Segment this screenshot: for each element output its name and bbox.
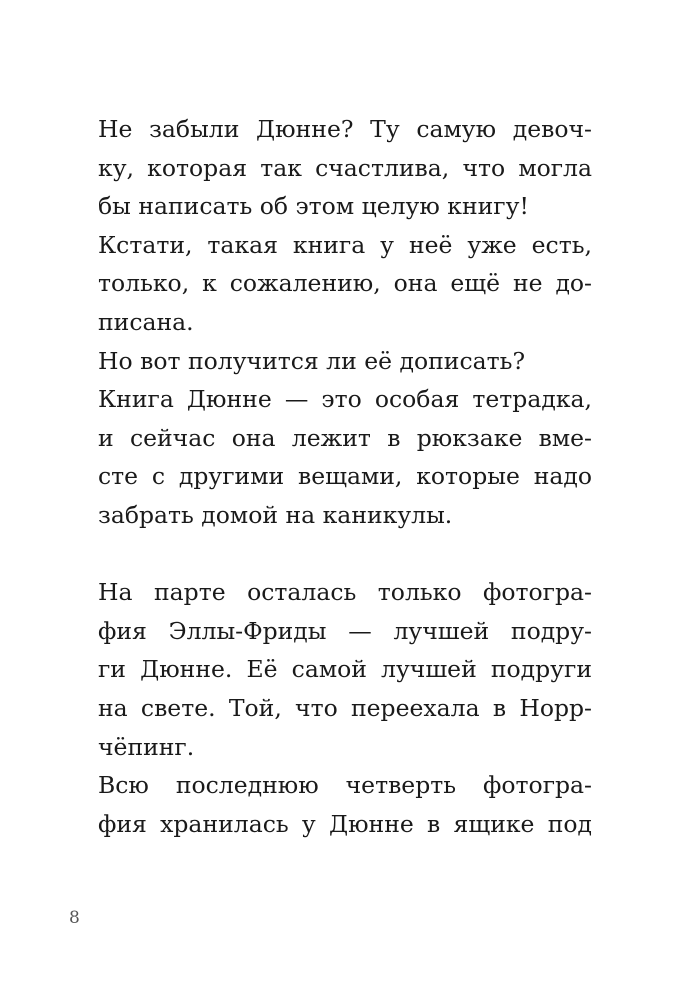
paragraph-3	[98, 342, 592, 381]
text-line: писана.	[98, 307, 194, 336]
text-line: фия Эллы-Фриды — лучшей подру-	[98, 616, 592, 645]
text-line: Всю последнюю четверть фотогра-	[98, 771, 592, 800]
page-number: 8	[69, 908, 80, 928]
text-line: Кстати, такая книга у неё уже есть,	[98, 230, 592, 259]
text-line: забрать домой на каникулы.	[98, 500, 453, 529]
text-line: Но вот получится ли её дописать?	[98, 346, 526, 375]
paragraph-2	[98, 226, 592, 342]
text-line: ку, которая так счастлива, что могла	[98, 153, 592, 182]
body-text	[98, 110, 592, 843]
paragraph-1	[98, 110, 592, 226]
paragraph-4	[98, 380, 592, 534]
text-line: фия хранилась у Дюнне в ящике под	[98, 809, 592, 838]
paragraph-5	[98, 573, 592, 766]
text-line: сте с другими вещами, которые надо	[98, 462, 592, 491]
text-line: чёпинг.	[98, 732, 195, 761]
text-line: Не забыли Дюнне? Ту самую девоч-	[98, 115, 592, 143]
text-line: только, к сожалению, она ещё не до-	[98, 269, 592, 298]
text-line: на свете. Той, что переехала в Норр-	[98, 693, 592, 722]
paragraph-gap	[98, 535, 592, 574]
paragraph-6	[98, 766, 592, 843]
text-line: ги Дюнне. Её самой лучшей подруги	[98, 655, 592, 684]
text-line: Книга Дюнне — это особая тетрадка,	[98, 385, 592, 414]
text-line: бы написать об этом целую книгу!	[98, 192, 529, 221]
text-line: и сейчас она лежит в рюкзаке вме-	[98, 423, 592, 452]
text-line: На парте осталась только фотогра-	[98, 578, 592, 607]
